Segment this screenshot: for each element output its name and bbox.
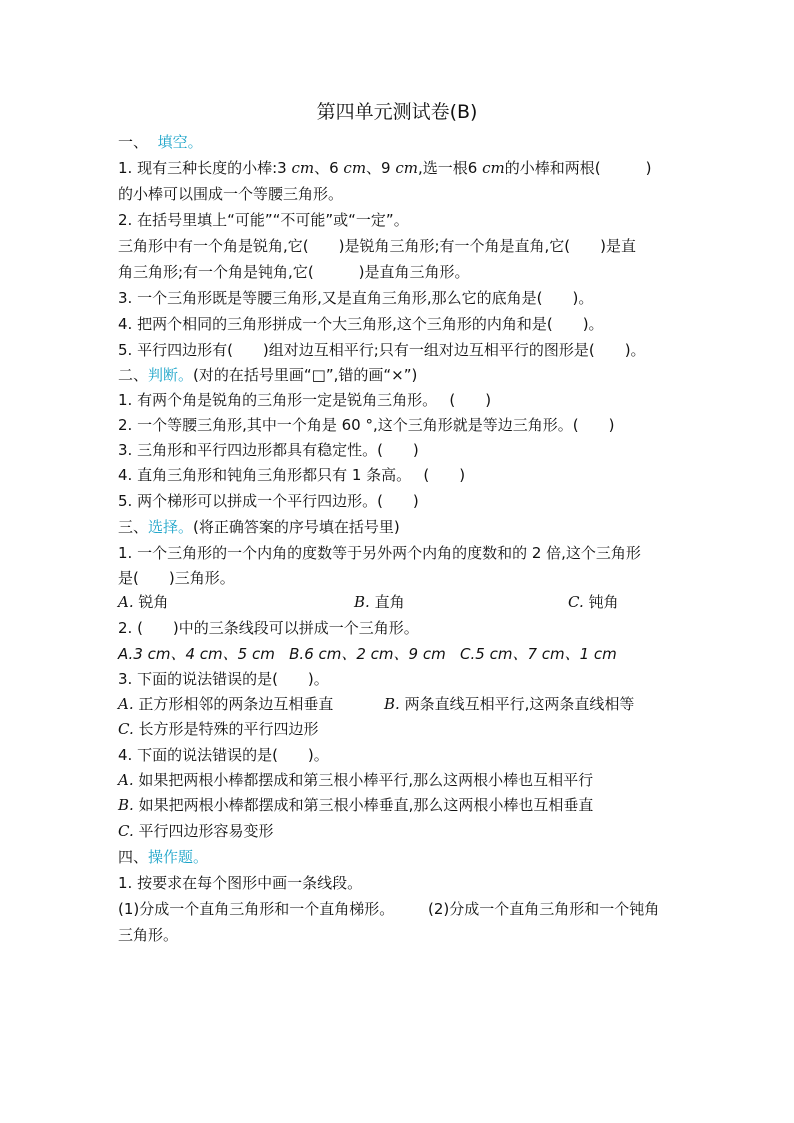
section-2-name: 判断。 bbox=[148, 366, 194, 384]
section-4-name: 操作题。 bbox=[148, 848, 209, 866]
operation-q1: 1. 按要求在每个图形中画一条线段。 bbox=[118, 874, 363, 892]
question-1-5: 5. 平行四边形有( )组对边互相平行;只有一组对边互相平行的图形是( )。 bbox=[118, 341, 646, 359]
choice-q1-line-1: 1. 一个三角形的一个内角的度数等于另外两个内角的度数和的 2 倍,这个三角形 bbox=[118, 544, 641, 562]
question-1-1-line-2: 的小棒可以围成一个等腰三角形。 bbox=[118, 185, 344, 203]
section-1-heading bbox=[118, 132, 203, 152]
q1-text-d: ,选一根6 bbox=[418, 159, 478, 177]
choice-q3-option-c bbox=[118, 719, 319, 739]
option-text: 两条直线互相平行,这两条直线相等 bbox=[404, 695, 635, 713]
option-text: 锐角 bbox=[138, 593, 169, 611]
choice-q3-line: 3. 下面的说法错误的是( )。 bbox=[118, 670, 329, 688]
unit-cm: cm bbox=[291, 159, 315, 177]
choice-q4-option-b bbox=[118, 795, 593, 815]
choice-q4-option-c bbox=[118, 821, 274, 841]
option-text: 平行四边形容易变形 bbox=[138, 822, 274, 840]
choice-q4-line: 4. 下面的说法错误的是( )。 bbox=[118, 746, 329, 764]
choice-q4-option-a bbox=[118, 770, 593, 790]
question-1-2-line-3: 角三角形;有一个角是钝角,它( )是直角三角形。 bbox=[118, 263, 470, 281]
judge-item: 3. 三角形和平行四边形都具有稳定性。( ) bbox=[118, 441, 419, 459]
option-letter: A. bbox=[118, 771, 134, 789]
section-3-heading bbox=[118, 517, 400, 537]
option-text: 钝角 bbox=[588, 593, 619, 611]
operation-part-2: (2)分成一个直角三角形和一个钝角 bbox=[428, 900, 660, 918]
q1-text-a: 1. 现有三种长度的小棒:3 bbox=[118, 159, 287, 177]
judge-item: 1. 有两个角是锐角的三角形一定是锐角三角形。 ( ) bbox=[118, 391, 492, 409]
option-text: 如果把两根小棒都摆成和第三根小棒垂直,那么这两根小棒也互相垂直 bbox=[138, 796, 594, 814]
choice-q2-options bbox=[118, 644, 617, 664]
operation-part-1: (1)分成一个直角三角形和一个直角梯形。 bbox=[118, 900, 395, 918]
option-text: 3 cm、4 cm、5 cm bbox=[133, 645, 275, 663]
unit-cm: cm bbox=[395, 159, 418, 177]
option-letter: C. bbox=[460, 645, 476, 663]
section-3-instructions: (将正确答案的序号填在括号里) bbox=[193, 518, 400, 536]
section-2-instructions: (对的在括号里画“□”,错的画“×”) bbox=[193, 366, 418, 384]
option-text: 直角 bbox=[374, 593, 405, 611]
section-3-number: 三、 bbox=[118, 518, 149, 536]
option-letter: A. bbox=[118, 645, 134, 663]
option-letter: C. bbox=[118, 720, 134, 738]
q1-text-b: 、6 bbox=[314, 159, 339, 177]
option-text: 6 cm、2 cm、9 cm bbox=[304, 645, 446, 663]
option-letter: C. bbox=[568, 593, 584, 611]
operation-part-2-continued: 三角形。 bbox=[118, 926, 179, 944]
section-1-number: 一、 bbox=[118, 133, 149, 151]
option-letter: C. bbox=[118, 822, 134, 840]
q1-text-c: 、9 bbox=[366, 159, 391, 177]
option-letter: A. bbox=[118, 695, 134, 713]
choice-q1-option-a bbox=[118, 592, 168, 612]
option-text: 如果把两根小棒都摆成和第三根小棒平行,那么这两根小棒也互相平行 bbox=[138, 771, 594, 789]
choice-q2-line: 2. ( )中的三条线段可以拼成一个三角形。 bbox=[118, 619, 419, 637]
question-1-2-line-1: 2. 在括号里填上“可能”“不可能”或“一定”。 bbox=[118, 211, 409, 229]
option-text: 正方形相邻的两条边互相垂直 bbox=[138, 695, 334, 713]
section-1-name: 填空。 bbox=[157, 133, 203, 151]
section-3-name: 选择。 bbox=[148, 518, 194, 536]
question-1-1-line-1 bbox=[118, 158, 651, 178]
unit-cm: cm bbox=[482, 159, 505, 177]
choice-q3-option-b bbox=[384, 694, 634, 714]
judge-item: 4. 直角三角形和钝角三角形都只有 1 条高。 ( ) bbox=[118, 466, 466, 484]
section-4-heading bbox=[118, 847, 208, 867]
question-1-4: 4. 把两个相同的三角形拼成一个大三角形,这个三角形的内角和是( )。 bbox=[118, 315, 604, 333]
option-letter: B. bbox=[118, 796, 134, 814]
section-2-heading bbox=[118, 365, 417, 385]
judge-item: 2. 一个等腰三角形,其中一个角是 60 °,这个三角形就是等边三角形。( ) bbox=[118, 416, 615, 434]
option-letter: B. bbox=[289, 645, 305, 663]
option-text: 5 cm、7 cm、1 cm bbox=[475, 645, 617, 663]
choice-q1-option-b bbox=[354, 592, 405, 612]
option-letter: A. bbox=[118, 593, 134, 611]
option-letter: B. bbox=[384, 695, 400, 713]
question-1-2-line-2: 三角形中有一个角是锐角,它( )是锐角三角形;有一个角是直角,它( )是直 bbox=[118, 237, 637, 255]
question-1-3: 3. 一个三角形既是等腰三角形,又是直角三角形,那么它的底角是( )。 bbox=[118, 289, 594, 307]
unit-cm: cm bbox=[343, 159, 367, 177]
choice-q1-option-c bbox=[568, 592, 619, 612]
option-letter: B. bbox=[354, 593, 370, 611]
section-4-number: 四、 bbox=[118, 848, 149, 866]
choice-q1-line-2: 是( )三角形。 bbox=[118, 569, 235, 587]
choice-q3-option-a bbox=[118, 694, 333, 714]
page-title: 第四单元测试卷(B) bbox=[316, 101, 478, 123]
q1-text-e: 的小棒和两根( ) bbox=[504, 159, 652, 177]
option-text: 长方形是特殊的平行四边形 bbox=[138, 720, 319, 738]
section-2-number: 二、 bbox=[118, 366, 149, 384]
judge-item: 5. 两个梯形可以拼成一个平行四边形。( ) bbox=[118, 492, 419, 510]
